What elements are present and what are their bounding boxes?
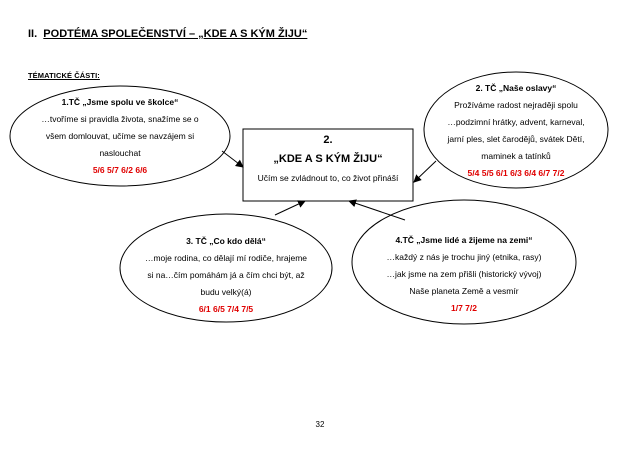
part-1-line-1: …tvoříme si pravidla života, snažíme se o (41, 114, 199, 124)
part-4-line-2: …jak jsme na zem přišli (historický vývoj) (386, 269, 542, 279)
center-number: 2. (323, 134, 333, 146)
part-2-line-1: Prožíváme radost nejraději spolu (454, 100, 578, 110)
center-subtitle: Učím se zvládnout to, co život přináší (257, 173, 399, 183)
part-4-title: 4.TČ „Jsme lidé a žijeme na zemi“ (395, 235, 533, 245)
part-2-line-2: …podzimní hrátky, advent, karneval, (447, 117, 585, 127)
center-text (243, 131, 413, 188)
part-4-text (358, 232, 570, 317)
part-1-line-2: všem domlouvat, učíme se navzájem si (45, 131, 195, 141)
part-1-text (14, 94, 226, 179)
heading-prefix: II. (28, 28, 38, 40)
part-3-line-2: si na…čím pomáhám já a čím chci být, až (147, 270, 305, 280)
part-2-text (428, 80, 604, 182)
part-3-text (126, 233, 326, 318)
page-number: 32 (315, 420, 325, 429)
part-1-numbers: 5/6 5/7 6/2 6/6 (92, 165, 148, 175)
part-2-title: 2. TČ „Naše oslavy“ (475, 83, 557, 93)
part-3-numbers: 6/1 6/5 7/4 7/5 (198, 304, 254, 314)
center-title: „KDE A S KÝM ŽIJU“ (273, 153, 383, 165)
part-3-title: 3. TČ „Co kdo dělá“ (186, 236, 266, 246)
part-4-numbers: 1/7 7/2 (451, 303, 477, 313)
part-1-title: 1.TČ „Jsme spolu ve školce“ (61, 97, 179, 107)
part-2-line-3: jarní ples, slet čarodějů, svátek Dětí, (447, 134, 585, 144)
part-4-line-3: Naše planeta Země a vesmír (409, 286, 519, 296)
arrow-from-part-3 (275, 201, 305, 215)
part-2-numbers: 5/4 5/5 6/1 6/3 6/4 6/7 7/2 (467, 168, 565, 178)
heading-title: PODTÉMA SPOLEČENSTVÍ – „KDE A S KÝM ŽIJU“ (43, 28, 308, 40)
part-1-line-3: naslouchat (99, 148, 141, 158)
section-subheading: TÉMATICKÉ ČÁSTI: (28, 71, 100, 80)
part-3-line-3: budu velký(á) (200, 287, 252, 297)
part-2-line-4: maminek a tatínků (481, 151, 551, 161)
part-3-line-1: …moje rodina, co dělají mí rodiče, hrajeme (144, 253, 308, 263)
part-4-line-1: …každý z nás je trochu jiný (etnika, rasy) (386, 252, 542, 262)
arrow-from-part-4 (349, 201, 405, 220)
